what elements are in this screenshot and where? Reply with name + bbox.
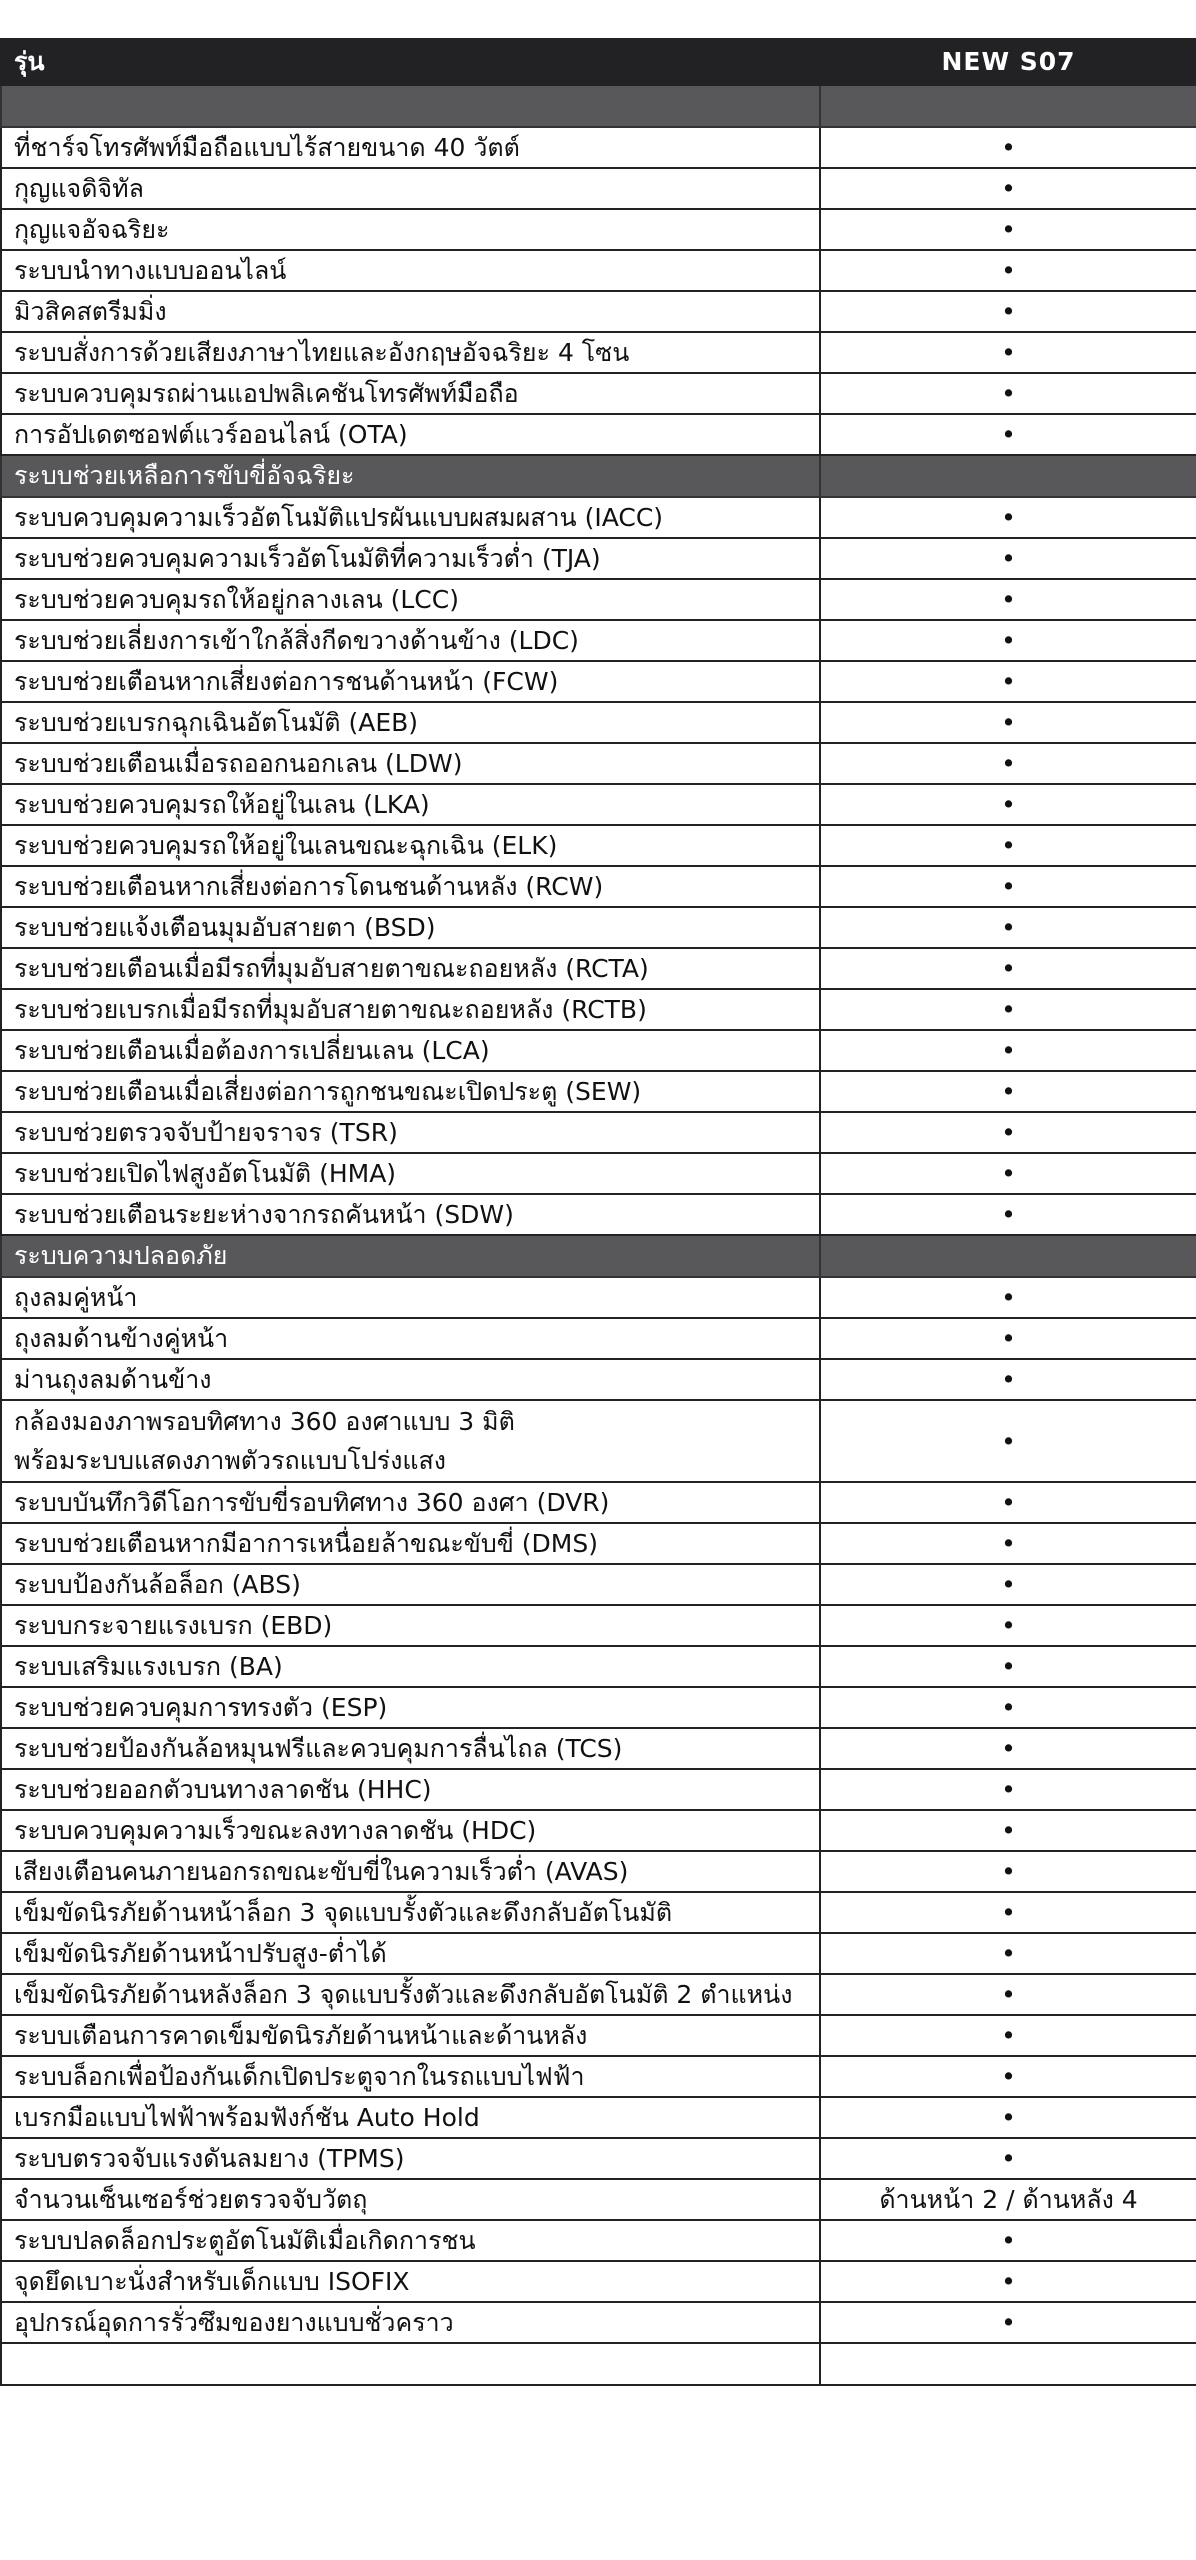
feature-name: ที่ชาร์จโทรศัพท์มือถือแบบไร้สายขนาด 40 วัตต์ <box>1 127 820 168</box>
feature-available-dot: • <box>820 1359 1196 1400</box>
feature-row <box>1 1810 1196 1851</box>
feature-name: ระบบกระจายแรงเบรก (EBD) <box>1 1605 820 1646</box>
feature-row <box>1 497 1196 538</box>
feature-row <box>1 2179 1196 2220</box>
feature-row <box>1 1030 1196 1071</box>
feature-row <box>1 1728 1196 1769</box>
feature-available-dot: • <box>820 2015 1196 2056</box>
feature-name: ระบบช่วยป้องกันล้อหมุนฟรีและควบคุมการลื่นไถล (TCS) <box>1 1728 820 1769</box>
feature-name-line: กล้องมองภาพรอบทิศทาง 360 องศาแบบ 3 มิติ <box>14 1407 515 1436</box>
feature-name: ระบบช่วยเปิดไฟสูงอัตโนมัติ (HMA) <box>1 1153 820 1194</box>
section-title: ระบบความปลอดภัย <box>1 1235 820 1277</box>
feature-row <box>1 989 1196 1030</box>
feature-available-dot: • <box>820 168 1196 209</box>
feature-name: ระบบบันทึกวิดีโอการขับขี่รอบทิศทาง 360 องศา (DVR) <box>1 1482 820 1523</box>
feature-available-dot: • <box>820 1482 1196 1523</box>
feature-available-dot: • <box>820 825 1196 866</box>
feature-name: ระบบช่วยเตือนเมื่อต้องการเปลี่ยนเลน (LCA) <box>1 1030 820 1071</box>
feature-available-dot: • <box>820 2138 1196 2179</box>
feature-row <box>1 1974 1196 2015</box>
section-header-row <box>1 1235 1196 1277</box>
feature-name: ระบบเตือนการคาดเข็มขัดนิรภัยด้านหน้าและด้านหลัง <box>1 2015 820 2056</box>
feature-row <box>1 743 1196 784</box>
feature-available-dot: • <box>820 1071 1196 1112</box>
feature-available-dot: • <box>820 989 1196 1030</box>
feature-row <box>1 373 1196 414</box>
feature-name: ระบบช่วยควบคุมรถให้อยู่กลางเลน (LCC) <box>1 579 820 620</box>
feature-name: จุดยึดเบาะนั่งสำหรับเด็กแบบ ISOFIX <box>1 2261 820 2302</box>
feature-value <box>820 85 1196 127</box>
feature-name: ระบบช่วยเตือนเมื่อเสี่ยงต่อการถูกชนขณะเปิดประตู (SEW) <box>1 1071 820 1112</box>
feature-name: ระบบควบคุมความเร็วขณะลงทางลาดชัน (HDC) <box>1 1810 820 1851</box>
feature-row <box>1 907 1196 948</box>
feature-row <box>1 1769 1196 1810</box>
feature-row <box>1 620 1196 661</box>
feature-name: ระบบช่วยเตือนระยะห่างจากรถคันหน้า (SDW) <box>1 1194 820 1235</box>
header-model-name: NEW S07 <box>820 39 1196 85</box>
feature-available-dot: • <box>820 2056 1196 2097</box>
feature-name: ระบบช่วยเตือนหากเสี่ยงต่อการชนด้านหน้า (FCW) <box>1 661 820 702</box>
feature-name: ระบบเสริมแรงเบรก (BA) <box>1 1646 820 1687</box>
feature-name: ระบบควบคุมความเร็วอัตโนมัติแปรผันแบบผสมผสาน (IACC) <box>1 497 820 538</box>
feature-available-dot: • <box>820 1564 1196 1605</box>
feature-available-dot: • <box>820 1933 1196 1974</box>
feature-name: ระบบป้องกันล้อล็อก (ABS) <box>1 1564 820 1605</box>
feature-name: เข็มขัดนิรภัยด้านหลังล็อก 3 จุดแบบรั้งตัวและดึงกลับอัตโนมัติ 2 ตำแหน่ง <box>1 1974 820 2015</box>
feature-available-dot: • <box>820 2302 1196 2343</box>
feature-row <box>1 702 1196 743</box>
feature-name: ถุงลมคู่หน้า <box>1 1277 820 1318</box>
feature-row <box>1 1851 1196 1892</box>
feature-available-dot: • <box>820 2097 1196 2138</box>
feature-available-dot: • <box>820 579 1196 620</box>
feature-name: กุญแจอัจฉริยะ <box>1 209 820 250</box>
feature-row <box>1 1400 1196 1482</box>
feature-name: ระบบช่วยเตือนเมื่อรถออกนอกเลน (LDW) <box>1 743 820 784</box>
feature-name: การอัปเดตซอฟต์แวร์ออนไลน์ (OTA) <box>1 414 820 455</box>
feature-name: อุปกรณ์อุดการรั่วซึมของยางแบบชั่วคราว <box>1 2302 820 2343</box>
feature-name <box>1 2343 820 2385</box>
feature-available-dot: • <box>820 1974 1196 2015</box>
feature-value <box>820 1235 1196 1277</box>
feature-row <box>1 1482 1196 1523</box>
feature-row <box>1 1153 1196 1194</box>
feature-available-dot: • <box>820 332 1196 373</box>
feature-available-dot: • <box>820 1728 1196 1769</box>
feature-name: เข็มขัดนิรภัยด้านหน้าล็อก 3 จุดแบบรั้งตัวและดึงกลับอัตโนมัติ <box>1 1892 820 1933</box>
feature-name: ระบบช่วยเตือนหากมีอาการเหนื่อยล้าขณะขับขี่ (DMS) <box>1 1523 820 1564</box>
feature-name: ระบบควบคุมรถผ่านแอปพลิเคชันโทรศัพท์มือถือ <box>1 373 820 414</box>
feature-row <box>1 1687 1196 1728</box>
header-model-label: รุ่น <box>1 39 820 85</box>
feature-available-dot: • <box>820 1605 1196 1646</box>
feature-name: มิวสิคสตรีมมิ่ง <box>1 291 820 332</box>
feature-name: ระบบช่วยเบรกเมื่อมีรถที่มุมอับสายตาขณะถอยหลัง (RCTB) <box>1 989 820 1030</box>
feature-available-dot: • <box>820 1892 1196 1933</box>
feature-name: จำนวนเซ็นเซอร์ช่วยตรวจจับวัตถุ <box>1 2179 820 2220</box>
feature-name: เสียงเตือนคนภายนอกรถขณะขับขี่ในความเร็วต่ำ (AVAS) <box>1 1851 820 1892</box>
feature-name: ระบบช่วยเตือนหากเสี่ยงต่อการโดนชนด้านหลัง (RCW) <box>1 866 820 907</box>
feature-row <box>1 579 1196 620</box>
feature-available-dot: • <box>820 414 1196 455</box>
feature-available-dot: • <box>820 2220 1196 2261</box>
feature-row <box>1 1071 1196 1112</box>
feature-available-dot: • <box>820 497 1196 538</box>
feature-available-dot: • <box>820 1112 1196 1153</box>
feature-name: ระบบช่วยออกตัวบนทางลาดชัน (HHC) <box>1 1769 820 1810</box>
feature-name: ระบบช่วยแจ้งเตือนมุมอับสายตา (BSD) <box>1 907 820 948</box>
feature-row <box>1 2138 1196 2179</box>
feature-row <box>1 825 1196 866</box>
feature-name: ระบบล็อกเพื่อป้องกันเด็กเปิดประตูจากในรถแบบไฟฟ้า <box>1 2056 820 2097</box>
feature-name: กุญแจดิจิทัล <box>1 168 820 209</box>
feature-name: ถุงลมด้านข้างคู่หน้า <box>1 1318 820 1359</box>
feature-row <box>1 2302 1196 2343</box>
feature-row <box>1 1112 1196 1153</box>
feature-value: ด้านหน้า 2 / ด้านหลัง 4 <box>820 2179 1196 2220</box>
feature-name: ระบบนำทางแบบออนไลน์ <box>1 250 820 291</box>
empty-row <box>1 85 1196 127</box>
feature-available-dot: • <box>820 784 1196 825</box>
feature-available-dot: • <box>820 1810 1196 1851</box>
table-header-row <box>1 39 1196 85</box>
feature-name: ระบบช่วยควบคุมความเร็วอัตโนมัติที่ความเร็วต่ำ (TJA) <box>1 538 820 579</box>
feature-available-dot: • <box>820 1277 1196 1318</box>
feature-name: ระบบปลดล็อกประตูอัตโนมัติเมื่อเกิดการชน <box>1 2220 820 2261</box>
feature-available-dot: • <box>820 1646 1196 1687</box>
feature-available-dot: • <box>820 373 1196 414</box>
feature-available-dot: • <box>820 209 1196 250</box>
feature-row <box>1 948 1196 989</box>
feature-name: ระบบช่วยควบคุมการทรงตัว (ESP) <box>1 1687 820 1728</box>
feature-name-line: พร้อมระบบแสดงภาพตัวรถแบบโปร่งแสง <box>14 1446 447 1475</box>
feature-row <box>1 2056 1196 2097</box>
feature-value <box>820 455 1196 497</box>
feature-available-dot: • <box>820 1030 1196 1071</box>
feature-row <box>1 291 1196 332</box>
feature-name: ระบบตรวจจับแรงดันลมยาง (TPMS) <box>1 2138 820 2179</box>
feature-available-dot: • <box>820 743 1196 784</box>
feature-row <box>1 538 1196 579</box>
feature-row <box>1 784 1196 825</box>
feature-row <box>1 2015 1196 2056</box>
feature-name: ระบบช่วยเลี่ยงการเข้าใกล้สิ่งกีดขวางด้านข้าง (LDC) <box>1 620 820 661</box>
feature-available-dot: • <box>820 1523 1196 1564</box>
feature-available-dot: • <box>820 2261 1196 2302</box>
feature-row <box>1 1277 1196 1318</box>
feature-available-dot: • <box>820 702 1196 743</box>
feature-row <box>1 414 1196 455</box>
feature-row <box>1 1318 1196 1359</box>
feature-row <box>1 332 1196 373</box>
feature-name <box>1 1400 820 1482</box>
feature-row <box>1 1605 1196 1646</box>
section-header-row <box>1 455 1196 497</box>
feature-available-dot: • <box>820 538 1196 579</box>
feature-row <box>1 250 1196 291</box>
feature-value <box>820 2343 1196 2385</box>
spec-table <box>0 38 1196 2386</box>
feature-available-dot: • <box>820 250 1196 291</box>
feature-available-dot: • <box>820 907 1196 948</box>
feature-row <box>1 1646 1196 1687</box>
feature-available-dot: • <box>820 1318 1196 1359</box>
feature-name: ระบบช่วยเบรกฉุกเฉินอัตโนมัติ (AEB) <box>1 702 820 743</box>
empty-row <box>1 2343 1196 2385</box>
feature-available-dot: • <box>820 1769 1196 1810</box>
feature-row <box>1 1564 1196 1605</box>
feature-row <box>1 2097 1196 2138</box>
feature-available-dot: • <box>820 620 1196 661</box>
feature-available-dot: • <box>820 127 1196 168</box>
feature-name: ระบบช่วยตรวจจับป้ายจราจร (TSR) <box>1 1112 820 1153</box>
feature-row <box>1 1523 1196 1564</box>
feature-available-dot: • <box>820 1400 1196 1482</box>
feature-row <box>1 127 1196 168</box>
feature-name: ม่านถุงลมด้านข้าง <box>1 1359 820 1400</box>
feature-row <box>1 2220 1196 2261</box>
feature-row <box>1 209 1196 250</box>
feature-row <box>1 1892 1196 1933</box>
feature-available-dot: • <box>820 866 1196 907</box>
feature-row <box>1 2261 1196 2302</box>
feature-name: เข็มขัดนิรภัยด้านหน้าปรับสูง-ต่ำได้ <box>1 1933 820 1974</box>
section-title: ระบบช่วยเหลือการขับขี่อัจฉริยะ <box>1 455 820 497</box>
feature-available-dot: • <box>820 291 1196 332</box>
feature-name: ระบบช่วยควบคุมรถให้อยู่ในเลนขณะฉุกเฉิน (ELK) <box>1 825 820 866</box>
feature-row <box>1 1194 1196 1235</box>
spec-table-body <box>1 39 1196 2385</box>
feature-available-dot: • <box>820 661 1196 702</box>
feature-available-dot: • <box>820 1194 1196 1235</box>
feature-row <box>1 1359 1196 1400</box>
feature-available-dot: • <box>820 948 1196 989</box>
feature-row <box>1 661 1196 702</box>
feature-row <box>1 866 1196 907</box>
feature-name: ระบบช่วยเตือนเมื่อมีรถที่มุมอับสายตาขณะถอยหลัง (RCTA) <box>1 948 820 989</box>
feature-name: ระบบสั่งการด้วยเสียงภาษาไทยและอังกฤษอัจฉริยะ 4 โซน <box>1 332 820 373</box>
feature-name: เบรกมือแบบไฟฟ้าพร้อมฟังก์ชัน Auto Hold <box>1 2097 820 2138</box>
feature-row <box>1 168 1196 209</box>
feature-row <box>1 1933 1196 1974</box>
feature-name: ระบบช่วยควบคุมรถให้อยู่ในเลน (LKA) <box>1 784 820 825</box>
feature-available-dot: • <box>820 1687 1196 1728</box>
feature-available-dot: • <box>820 1851 1196 1892</box>
feature-name <box>1 85 820 127</box>
feature-available-dot: • <box>820 1153 1196 1194</box>
